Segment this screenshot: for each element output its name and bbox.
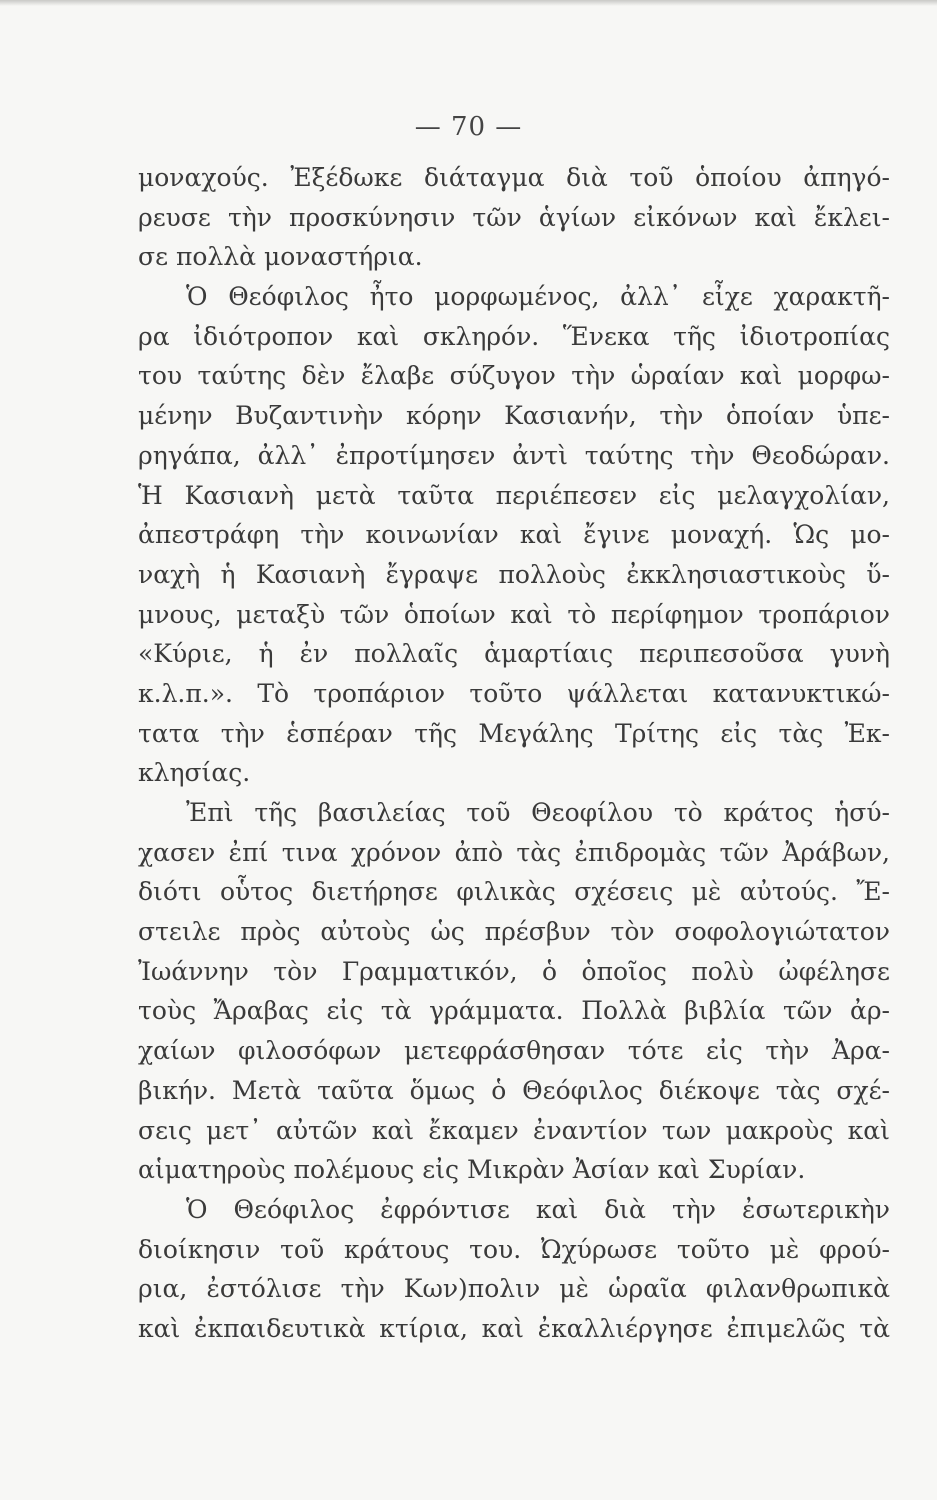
paragraph-4 <box>138 1190 890 1349</box>
text-line: Ἐπὶ τῆς βασιλείας τοῦ Θεοφίλου τὸ κράτος ἡσύ- <box>186 798 890 827</box>
text-line: Ὁ Θεόφιλος ἦτο μορφωμένος, ἀλλ᾿ εἶχε χαρακτῆ- <box>186 282 890 312</box>
paragraph-1 <box>138 158 890 277</box>
text-line: χασεν ἐπί τινα χρόνον ἀπὸ τὰς ἐπιδρομὰς τῶν Ἀράβων, <box>138 837 890 867</box>
text-line: μνους, μεταξὺ τῶν ὁποίων καὶ τὸ περίφημον τροπάριον <box>138 599 890 629</box>
text-line: αἱματηροὺς πολέμους εἰς Μικρὰν Ἀσίαν καὶ Συρίαν. <box>138 1155 806 1185</box>
text-line: του ταύτης δὲν ἔλαβε σύζυγον τὴν ὡραίαν καὶ μορφω- <box>138 361 890 391</box>
text-line: ἀπεστράφη τὴν κοινωνίαν καὶ ἔγινε μοναχή. Ὡς μο- <box>138 520 890 550</box>
text-line: ρα ἰδιότροπον καὶ σκληρόν. Ἕνεκα τῆς ἰδιοτροπίας <box>138 321 890 351</box>
text-line: καὶ ἐκπαιδευτικὰ κτίρια, καὶ ἐκαλλιέργησε ἐπιμελῶς τὰ <box>138 1313 890 1343</box>
text-line: κλησίας. <box>138 758 251 788</box>
text-line: τοὺς Ἄραβας εἰς τὰ γράμματα. Πολλὰ βιβλία τῶν ἀρ- <box>138 996 890 1026</box>
paragraph-3 <box>138 793 890 1190</box>
text-line: σε πολλὰ μοναστήρια. <box>138 242 423 272</box>
text-line: Ὁ Θεόφιλος ἐφρόντισε καὶ διὰ τὴν ἐσωτερικὴν <box>186 1194 890 1224</box>
text-line: «Κύριε, ἡ ἐν πολλαῖς ἁμαρτίαις περιπεσοῦσα γυνὴ <box>138 639 890 669</box>
text-line: ναχὴ ἡ Κασιανὴ ἔγραψε πολλοὺς ἐκκλησιαστικοὺς ὕ- <box>138 559 890 589</box>
text-line: ρευσε τὴν προσκύνησιν τῶν ἁγίων εἰκόνων καὶ ἔκλει- <box>138 202 890 232</box>
text-line: χαίων φιλοσόφων μετεφράσθησαν τότε εἰς τὴν Ἀρα- <box>138 1036 890 1066</box>
text-line: βικήν. Μετὰ ταῦτα ὅμως ὁ Θεόφιλος διέκοψε τὰς σχέ- <box>138 1075 890 1105</box>
text-line: ρια, ἐστόλισε τὴν Κων)πολιν μὲ ὡραῖα φιλανθρωπικὰ <box>138 1274 890 1304</box>
text-line: μοναχούς. Ἐξέδωκε διάταγμα διὰ τοῦ ὁποίου ἀπηγό- <box>138 163 890 192</box>
text-line: σεις μετ᾿ αὐτῶν καὶ ἔκαμεν ἐναντίον των μακροὺς καὶ <box>138 1115 890 1145</box>
paragraph-2 <box>138 277 890 793</box>
text-line: Ἰωάννην τὸν Γραμματικόν, ὁ ὁποῖος πολὺ ὠφέλησε <box>138 956 890 986</box>
text-line: μένην Βυζαντινὴν κόρην Κασιανήν, τὴν ὁποίαν ὑπε- <box>138 401 890 431</box>
text-line: διοίκησιν τοῦ κράτους του. Ὠχύρωσε τοῦτο μὲ φρού- <box>138 1234 890 1264</box>
page-number: — 70 — <box>414 112 523 142</box>
text-line: τατα τὴν ἑσπέραν τῆς Μεγάλης Τρίτης εἰς τὰς Ἐκ- <box>138 718 890 748</box>
body-text <box>138 158 890 1349</box>
text-line: στειλε πρὸς αὐτοὺς ὡς πρέσβυν τὸν σοφολογιώτατον <box>138 917 890 947</box>
text-line: ρηγάπα, ἀλλ᾿ ἐπροτίμησεν ἀντὶ ταύτης τὴν Θεοδώραν. <box>138 440 890 470</box>
text-line: κ.λ.π.». Τὸ τροπάριον τοῦτο ψάλλεται κατανυκτικώ- <box>138 678 890 708</box>
text-line: Ἡ Κασιανὴ μετὰ ταῦτα περιέπεσεν εἰς μελαγχολίαν, <box>138 480 890 510</box>
text-line: διότι οὗτος διετήρησε φιλικὰς σχέσεις μὲ αὐτούς. Ἔ- <box>138 877 890 907</box>
